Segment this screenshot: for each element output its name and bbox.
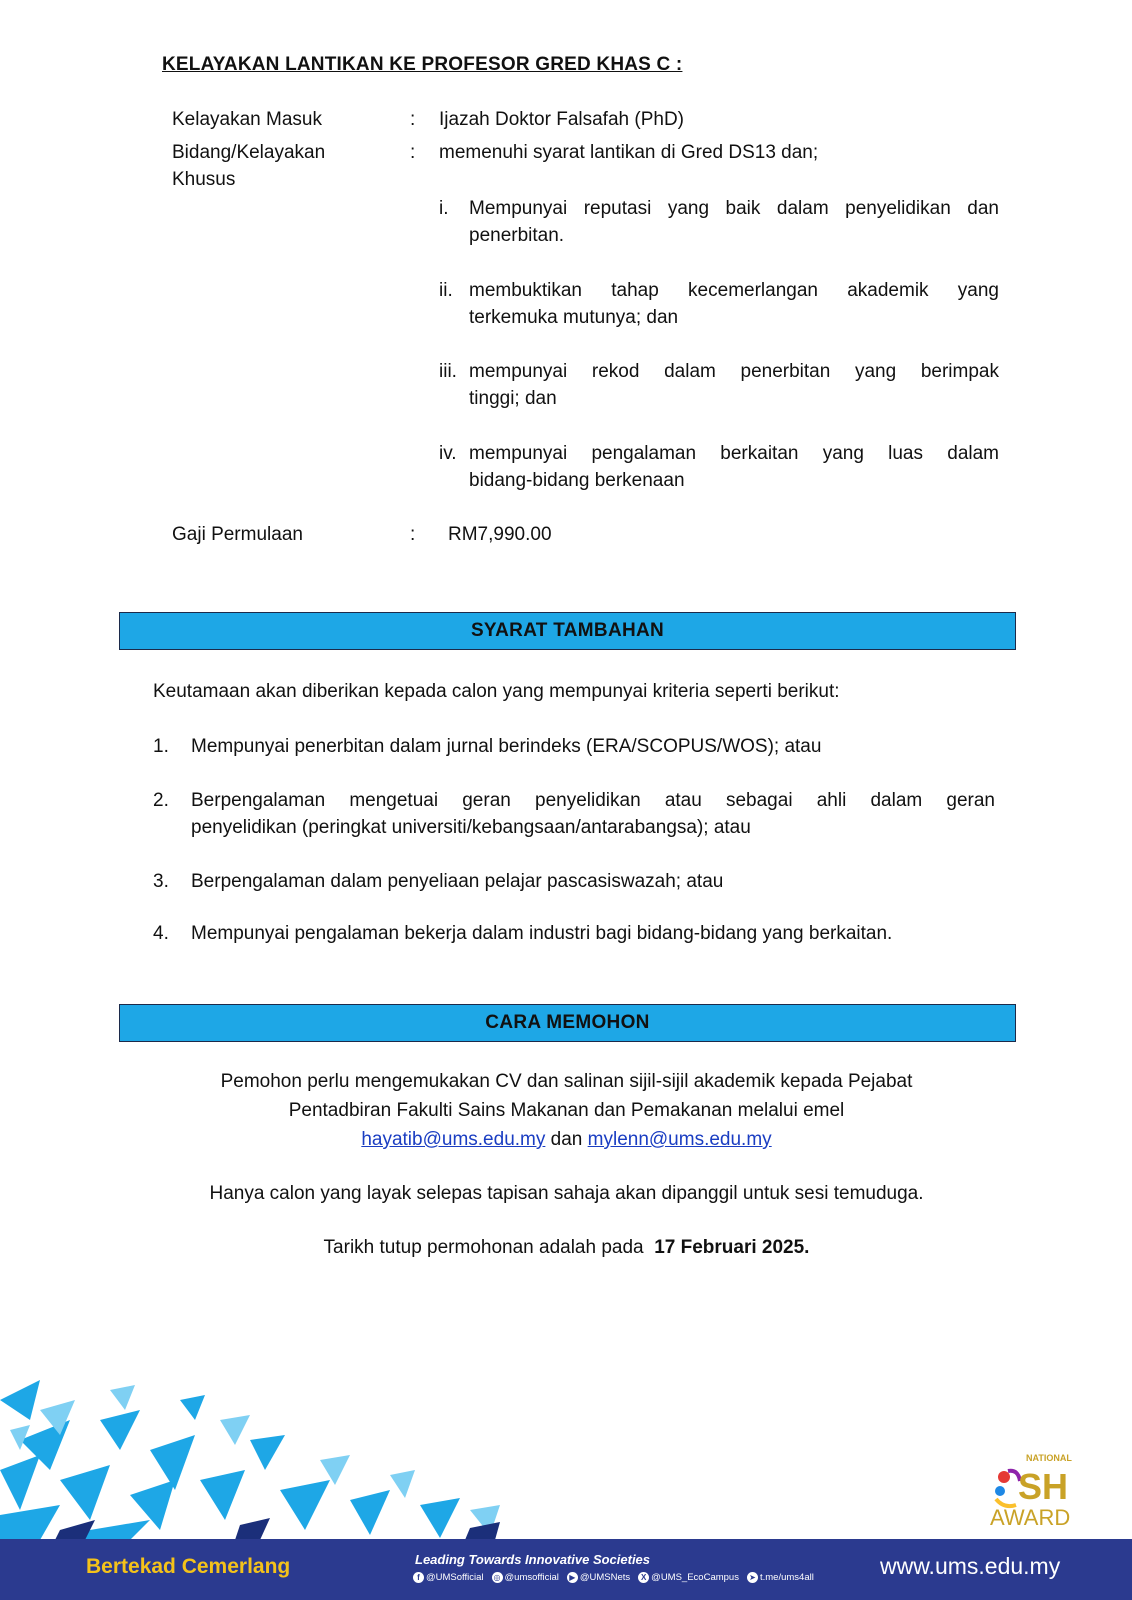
email-link-hayatib[interactable]: hayatib@ums.edu.my xyxy=(361,1129,546,1150)
email-link-mylenn[interactable]: mylenn@ums.edu.my xyxy=(587,1129,772,1150)
colon: : xyxy=(410,142,416,163)
social-facebook[interactable]: f @UMSofficial xyxy=(413,1572,484,1583)
osh-award-logo xyxy=(990,1447,1100,1542)
requirement-number: 1. xyxy=(153,736,169,757)
criteria-text-line1: mempunyai pengalaman berkaitan yang luas dalam xyxy=(469,443,999,464)
requirement-item xyxy=(153,920,995,947)
criteria-item xyxy=(439,195,999,249)
criteria-number: i. xyxy=(439,198,449,219)
social-links xyxy=(413,1572,814,1583)
colon: : xyxy=(410,524,416,545)
decorative-triangles xyxy=(0,1380,520,1540)
requirement-text-line1: Berpengalaman dalam penyeliaan pelajar pascasiswazah; atau xyxy=(191,871,724,892)
social-x[interactable]: X @UMS_EcoCampus xyxy=(638,1572,739,1583)
field-qualification-label-line1: Bidang/Kelayakan xyxy=(172,142,326,163)
criteria-text-line1: mempunyai rekod dalam penerbitan yang berimpak xyxy=(469,361,999,382)
field-qualification-label-line2: Khusus xyxy=(172,169,236,190)
criteria-number: iii. xyxy=(439,361,457,382)
social-telegram[interactable]: ➤ t.me/ums4all xyxy=(747,1572,814,1583)
entry-qualification-value: Ijazah Doktor Falsafah (PhD) xyxy=(439,109,684,130)
youtube-icon: ▶ xyxy=(567,1572,578,1583)
social-instagram[interactable]: ◎ @umsofficial xyxy=(493,1572,559,1584)
apply-instructions-line2: Pentadbiran Fakulti Sains Makanan dan Pemakanan melalui emel xyxy=(288,1100,845,1121)
requirement-number: 4. xyxy=(153,923,169,944)
criteria-text-line2: terkemuka mutunya; dan xyxy=(469,307,679,328)
requirement-text-line1: Mempunyai pengalaman bekerja dalam industri bagi bidang-bidang yang berkaitan. xyxy=(191,923,893,944)
instagram-icon: ◎ xyxy=(492,1572,503,1583)
telegram-icon: ➤ xyxy=(747,1572,758,1583)
criteria-number: iv. xyxy=(439,443,457,464)
criteria-item xyxy=(439,358,999,412)
closing-date-prefix: Tarikh tutup permohonan adalah pada xyxy=(323,1237,644,1258)
entry-qualification-label: Kelayakan Masuk xyxy=(172,109,322,130)
shortlist-notice: Hanya calon yang layak selepas tapisan sahaja akan dipanggil untuk sesi temuduga. xyxy=(209,1183,924,1204)
facebook-icon: f xyxy=(413,1572,424,1583)
field-qualification-value: memenuhi syarat lantikan di Gred DS13 dan; xyxy=(439,142,819,163)
criteria-text-line2: tinggi; dan xyxy=(469,388,557,409)
requirement-item xyxy=(153,733,995,760)
closing-date: 17 Februari 2025. xyxy=(654,1237,810,1258)
additional-intro: Keutamaan akan diberikan kepada calon yang mempunyai kriteria seperti berikut: xyxy=(153,681,840,702)
criteria-number: ii. xyxy=(439,280,453,301)
starting-salary-label: Gaji Permulaan xyxy=(172,524,303,545)
award-mid-text: SH xyxy=(1018,1466,1069,1507)
requirement-number: 2. xyxy=(153,790,169,811)
email-conjunction: dan xyxy=(550,1129,583,1150)
award-bottom-text: AWARD xyxy=(990,1505,1071,1530)
requirement-item xyxy=(153,868,995,895)
apply-instructions-line1: Pemohon perlu mengemukakan CV dan salinan sijil-sijil akademik kepada Pejabat xyxy=(220,1071,913,1092)
colon: : xyxy=(410,109,416,130)
requirement-text-line1: Mempunyai penerbitan dalam jurnal berindeks (ERA/SCOPUS/WOS); atau xyxy=(191,736,822,757)
starting-salary-value: RM7,990.00 xyxy=(448,524,552,545)
x-icon: X xyxy=(638,1572,649,1583)
section-heading: KELAYAKAN LANTIKAN KE PROFESOR GRED KHAS C : xyxy=(162,54,683,75)
criteria-text-line1: Mempunyai reputasi yang baik dalam penyelidikan dan xyxy=(469,198,999,219)
closing-date-line xyxy=(119,1234,1014,1261)
website-link[interactable]: www.ums.edu.my xyxy=(880,1553,1061,1579)
criteria-text-line1: membuktikan tahap kecemerlangan akademik yang xyxy=(469,280,999,301)
additional-requirements-banner: SYARAT TAMBAHAN xyxy=(119,612,1016,650)
criteria-text-line2: bidang-bidang berkenaan xyxy=(469,470,685,491)
criteria-text-line2: penerbitan. xyxy=(469,225,565,246)
criteria-item xyxy=(439,277,999,331)
apply-emails xyxy=(119,1126,1014,1153)
requirement-text-line1: Berpengalaman mengetuai geran penyelidikan atau sebagai ahli dalam geran xyxy=(191,790,995,811)
requirement-number: 3. xyxy=(153,871,169,892)
social-youtube[interactable]: ▶ @UMSNets xyxy=(567,1572,630,1583)
criteria-item xyxy=(439,440,999,494)
footer-tagline: Leading Towards Innovative Societies xyxy=(415,1552,651,1567)
how-to-apply-banner: CARA MEMOHON xyxy=(119,1004,1016,1042)
requirement-item xyxy=(153,787,995,841)
footer-slogan: Bertekad Cemerlang xyxy=(86,1555,291,1578)
requirement-text-line2: penyelidikan (peringkat universiti/kebangsaan/antarabangsa); atau xyxy=(191,817,751,838)
award-top-text: NATIONAL xyxy=(1026,1453,1072,1463)
